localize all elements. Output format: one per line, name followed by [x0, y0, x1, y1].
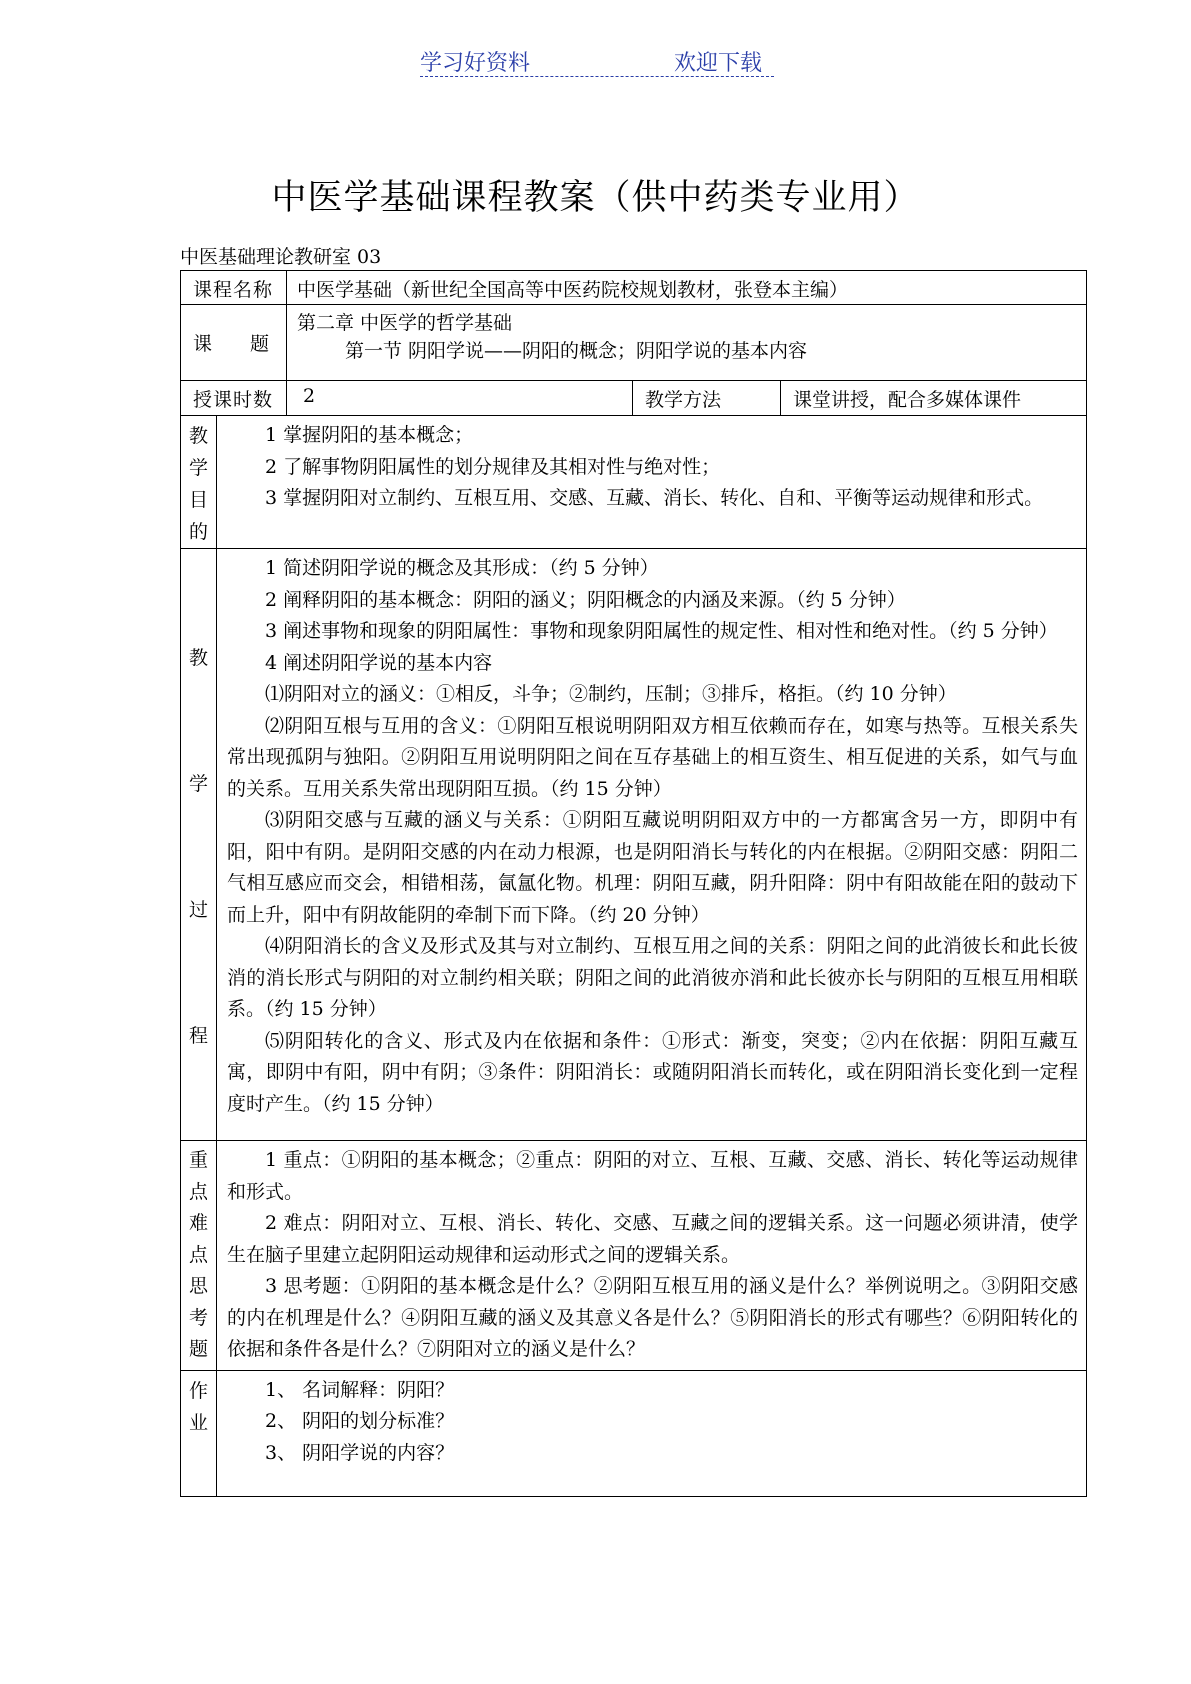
process-item: ⑸阴阳转化的含义、形式及内在依据和条件：①形式：渐变，突变；②内在依据：阴阳互藏互寓，即阴中有阳，阴中有阴；③条件：阴阳消长：或随阴阳消长而转化，或在阴阳消长变化到一定程度时产生。（约 15 分钟） — [227, 1029, 1079, 1115]
process-item: ⑴阴阳对立的涵义：①相反，斗争；②制约，压制；③排斥，格拒。（约 10 分钟） — [265, 683, 957, 705]
process-item: 1 简述阴阳学说的概念及其形成：（约 5 分钟） — [265, 557, 659, 579]
objective-item: 3 掌握阴阳对立制约、互根互用、交感、互藏、消长、转化、自和、平衡等运动规律和形式。 — [265, 487, 1044, 509]
objectives-content — [217, 416, 1087, 549]
process-label: 教 学 过 程 — [181, 549, 217, 1141]
keypoint-item: 2 难点：阴阳对立、互根、消长、转化、交感、互藏之间的逻辑关系。这一问题必须讲清，使学生在脑子里建立起阴阳运动规律和运动形式之间的逻辑关系。 — [227, 1212, 1079, 1266]
process-item: ⑶阴阳交感与互藏的涵义与关系：①阴阳互藏说明阴阳双方中的一方都寓含另一方，即阴中有阳，阳中有阴。是阴阳交感的内在动力根源，也是阴阳消长与转化的内在根据。②阴阳交感：阴阳二气相互感应而交会，相错相荡，氤氲化物。机理：阴阳互藏，阴升阳降：阴中有阳故能在阳的鼓动下而上升，阳中有阴故能阴的牵制下而下降。（约 20 分钟） — [227, 809, 1079, 926]
header-right-text: 欢迎下载 — [674, 51, 763, 76]
process-item: 3 阐述事物和现象的阴阳属性：事物和现象阴阳属性的规定性、相对性和绝对性。（约 5 分钟） — [265, 620, 1058, 642]
homework-item: 2、 阴阳的划分标准？ — [265, 1410, 455, 1432]
method-value: 课堂讲授，配合多媒体课件 — [781, 381, 1087, 416]
process-content — [217, 549, 1087, 1141]
process-item: ⑵阴阳互根与互用的含义：①阴阳互根说明阴阳双方相互依赖而存在，如寒与热等。互根关系失常出现孤阴与独阳。②阴阳互用说明阴阳之间在互存基础上的相互资生、相互促进的关系，如气与血的关系。互用关系失常出现阴阳互损。（约 15 分钟） — [227, 714, 1079, 800]
topic-cell — [287, 305, 1087, 381]
objective-item: 2 了解事物阴阳属性的划分规律及其相对性与绝对性； — [265, 455, 721, 478]
objectives-row — [181, 416, 1087, 549]
topic-row — [181, 305, 1087, 381]
course-value: 中医学基础（新世纪全国高等中医药院校规划教材，张登本主编） — [287, 271, 1087, 305]
process-row — [181, 549, 1087, 1141]
keypoint-item: 1 重点：①阴阳的基本概念；②重点：阴阳的对立、互根、互藏、交感、消长、转化等运动规律和形式。 — [227, 1149, 1079, 1203]
keypoint-item: 3 思考题：①阴阳的基本概念是什么？②阴阳互根互用的涵义是什么？举例说明之。③阴阳交感的内在机理是什么？④阴阳互藏的涵义及其意义各是什么？⑤阴阳消长的形式有哪些？⑥阴阳转化的依据和条件各是什么？⑦阴阳对立的涵义是什么？ — [227, 1275, 1079, 1360]
course-label: 课程名称 — [181, 271, 287, 305]
header-left-text: 学习好资料 — [420, 51, 531, 76]
header-divider — [420, 76, 774, 77]
hours-value: 2 — [287, 381, 633, 416]
objective-item: 1 掌握阴阳的基本概念； — [265, 424, 474, 446]
topic-chapter: 第二章 中医学的哲学基础 — [297, 312, 513, 334]
hours-row — [181, 381, 1087, 416]
process-item: 2 阐释阴阳的基本概念：阴阳的涵义；阴阳概念的内涵及来源。（约 5 分钟） — [265, 588, 906, 611]
topic-section: 第一节 阴阳学说——阴阳的概念；阴阳学说的基本内容 — [345, 340, 808, 362]
method-label: 教学方法 — [633, 381, 781, 416]
process-item: 4 阐述阴阳学说的基本内容 — [265, 651, 493, 674]
lesson-plan-table — [180, 270, 1087, 1497]
hours-label: 授课时数 — [181, 381, 287, 416]
keypoints-label: 重 点 难 点 思 考 题 — [181, 1141, 217, 1371]
department-label: 中医基础理论教研室 03 — [180, 246, 382, 268]
page-header — [0, 46, 1191, 80]
homework-item: 1、 名词解释：阴阳？ — [265, 1378, 455, 1401]
keypoints-content — [217, 1141, 1087, 1371]
course-row — [181, 271, 1087, 305]
homework-label: 作 业 — [181, 1370, 217, 1496]
process-item: ⑷阴阳消长的含义及形式及其与对立制约、互根互用之间的关系：阴阳之间的此消彼长和此长彼消的消长形式与阴阳的对立制约相关联；阴阳之间的此消彼亦消和此长彼亦长与阴阳的互根互用相联系。（约 15 分钟） — [227, 935, 1079, 1020]
objectives-label: 教 学 目 的 — [181, 416, 217, 549]
homework-content — [217, 1370, 1087, 1496]
page-title: 中医学基础课程教案（供中药类专业用） — [271, 178, 920, 218]
homework-row — [181, 1370, 1087, 1496]
homework-item: 3、 阴阳学说的内容？ — [265, 1441, 455, 1464]
keypoints-row — [181, 1141, 1087, 1371]
topic-label: 课 题 — [181, 305, 287, 381]
